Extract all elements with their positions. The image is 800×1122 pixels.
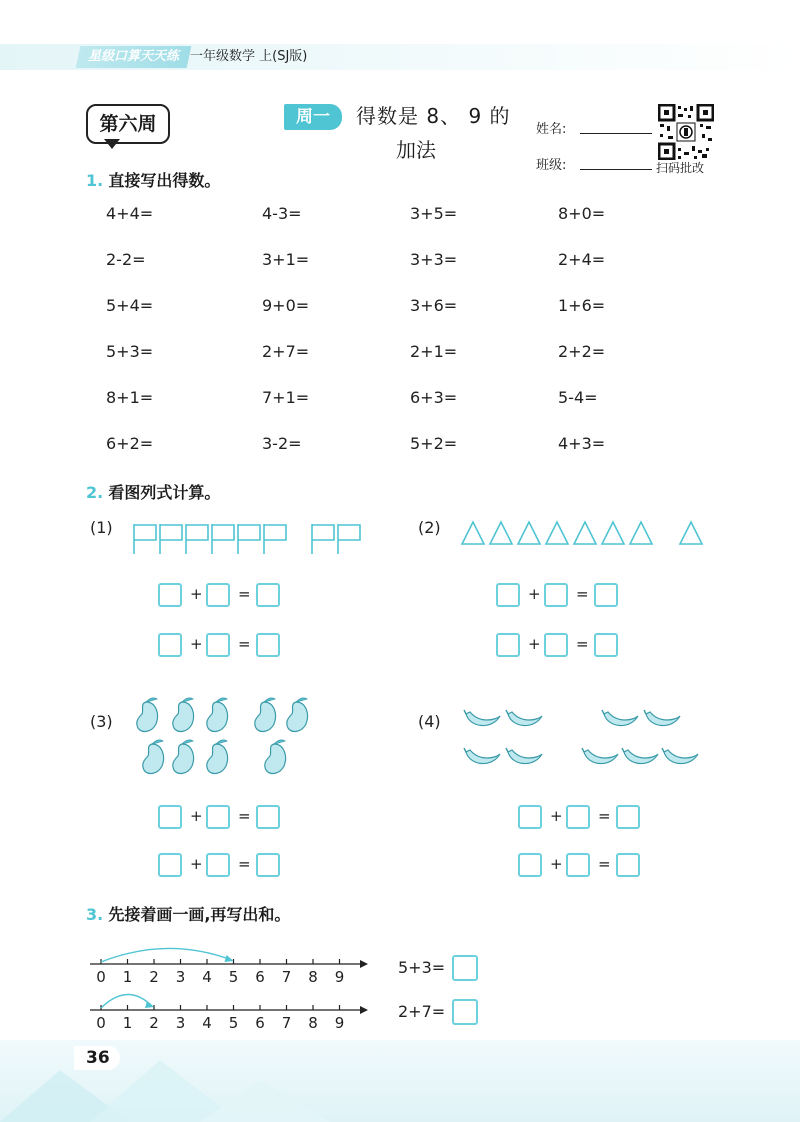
triangle-icon (680, 522, 702, 544)
triangle-icon (462, 522, 484, 544)
mango-icon (265, 740, 286, 773)
mango-icon (173, 740, 194, 773)
part1-line1-addend2-box[interactable] (206, 583, 230, 607)
flag-icon (264, 524, 286, 554)
equation-r6-c3: 5+2= (410, 434, 458, 453)
mango-icon (207, 698, 228, 731)
banana-icon (464, 710, 500, 726)
plus-sign: + (550, 807, 563, 825)
equation-r5-c1: 8+1= (106, 388, 154, 407)
tick-label: 2 (149, 968, 159, 986)
part2-line1-addend2-box[interactable] (544, 583, 568, 607)
section2-heading (86, 480, 220, 503)
part3-line1-addend1-box[interactable] (158, 805, 182, 829)
equation-r2-c3: 3+3= (410, 250, 458, 269)
tick-label: 3 (175, 1014, 186, 1032)
tick-label: 1 (122, 968, 133, 986)
plus-sign: + (528, 585, 541, 603)
banana-icon (644, 710, 680, 726)
section3-number: 3. (86, 905, 104, 924)
equation-r1-c4: 8+0= (558, 204, 606, 223)
equation-r3-c3: 3+6= (410, 296, 458, 315)
part2-line1-sum-box[interactable] (594, 583, 618, 607)
part2-label: (2) (418, 518, 441, 537)
equals-sign: = (598, 807, 611, 825)
section2-title: 看图列式计算。 (108, 483, 221, 502)
section1-heading (86, 168, 220, 191)
part1-line2-addend1-box[interactable] (158, 633, 182, 657)
tick-label: 5 (228, 968, 239, 986)
equation-r6-c2: 3-2= (262, 434, 302, 453)
equals-sign: = (576, 585, 589, 603)
flag-icon (186, 524, 208, 554)
part4-line2-addend2-box[interactable] (566, 853, 590, 877)
tick-label: 2 (149, 1014, 159, 1032)
mango-icon (255, 698, 276, 731)
equation-r3-c4: 1+6= (558, 296, 606, 315)
equation-r4-c3: 2+1= (410, 342, 458, 361)
equals-sign: = (238, 585, 251, 603)
equals-sign: = (598, 855, 611, 873)
mango-icon (173, 698, 194, 731)
number-lines (88, 930, 378, 1040)
tick-label: 4 (202, 1014, 212, 1032)
part4-line2-sum-box[interactable] (616, 853, 640, 877)
banana-icon (622, 748, 658, 764)
bananas-picture (462, 706, 702, 778)
tick-label: 7 (281, 1014, 292, 1032)
plus-sign: + (190, 807, 203, 825)
part4-line1-addend1-box[interactable] (518, 805, 542, 829)
equation-r3-c1: 5+4= (106, 296, 154, 315)
part1-line2-sum-box[interactable] (256, 633, 280, 657)
section3-title: 先接着画一画,再写出和。 (108, 905, 291, 924)
equals-sign: = (238, 635, 251, 653)
flag-icon (212, 524, 234, 554)
part3-line2-addend2-box[interactable] (206, 853, 230, 877)
part2-line1-addend1-box[interactable] (496, 583, 520, 607)
section3-heading (86, 902, 290, 925)
page-title-line1: 得数是 8、 9 的 (356, 104, 511, 128)
triangle-icon (574, 522, 596, 544)
series-tag: 星级口算天天练 (76, 46, 192, 68)
equation-r2-c4: 2+4= (558, 250, 606, 269)
equation-r4-c4: 2+2= (558, 342, 606, 361)
equation-r5-c2: 7+1= (262, 388, 310, 407)
banana-icon (662, 748, 698, 764)
equation-r2-c1: 2-2= (106, 250, 146, 269)
flag-icon (160, 524, 182, 554)
name-field[interactable] (580, 133, 652, 134)
qr-code-icon[interactable] (658, 104, 714, 160)
part1-line1-addend1-box[interactable] (158, 583, 182, 607)
flag-icon (312, 524, 334, 554)
tick-label: 0 (96, 1014, 106, 1032)
week-badge-tail (104, 139, 120, 149)
equals-sign: = (238, 855, 251, 873)
flag-icon (134, 524, 156, 554)
equation-r3-c2: 9+0= (262, 296, 310, 315)
tick-label: 7 (281, 968, 292, 986)
tick-label: 5 (228, 1014, 239, 1032)
plus-sign: + (190, 635, 203, 653)
part1-label: (1) (90, 518, 113, 537)
numberline-equation-1: 5+3= (398, 958, 446, 977)
part4-label: (4) (418, 712, 441, 731)
numberline-equation-2: 2+7= (398, 1002, 446, 1021)
part3-line2-sum-box[interactable] (256, 853, 280, 877)
flags-picture (130, 520, 370, 556)
equation-r6-c1: 6+2= (106, 434, 154, 453)
equals-sign: = (576, 635, 589, 653)
page-number: 36 (74, 1046, 120, 1070)
grade-label: 一年级数学 上(SJ版) (190, 49, 308, 64)
part2-line2-addend1-box[interactable] (496, 633, 520, 657)
tick-label: 6 (255, 1014, 265, 1032)
banana-icon (582, 748, 618, 764)
plus-sign: + (528, 635, 541, 653)
tick-label: 0 (96, 968, 106, 986)
part3-line2-addend1-box[interactable] (158, 853, 182, 877)
triangles-picture (460, 518, 710, 548)
part1-line1-sum-box[interactable] (256, 583, 280, 607)
jump-arc (101, 994, 152, 1008)
part1-line2-addend2-box[interactable] (206, 633, 230, 657)
triangle-icon (630, 522, 652, 544)
triangle-icon (546, 522, 568, 544)
numberline-answer-box-2[interactable] (452, 999, 478, 1025)
equation-r2-c2: 3+1= (262, 250, 310, 269)
jump-arc (101, 948, 232, 962)
equation-r4-c1: 5+3= (106, 342, 154, 361)
equation-r1-c1: 4+4= (106, 204, 154, 223)
equation-r1-c2: 4-3= (262, 204, 302, 223)
section2-number: 2. (86, 483, 104, 502)
mango-icon (207, 740, 228, 773)
qr-caption: 扫码批改 (656, 161, 705, 175)
class-field[interactable] (580, 169, 652, 170)
mango-icon (137, 698, 158, 731)
class-label: 班级: (536, 158, 567, 173)
flag-icon (238, 524, 260, 554)
triangle-icon (602, 522, 624, 544)
banana-icon (602, 710, 638, 726)
triangle-icon (490, 522, 512, 544)
day-tag: 周一 (284, 104, 342, 130)
part4-line1-sum-box[interactable] (616, 805, 640, 829)
name-label: 姓名: (536, 122, 567, 137)
triangle-icon (518, 522, 540, 544)
tick-label: 8 (308, 1014, 318, 1032)
equation-r5-c3: 6+3= (410, 388, 458, 407)
part3-line1-addend2-box[interactable] (206, 805, 230, 829)
equation-r6-c4: 4+3= (558, 434, 606, 453)
number-line (90, 948, 368, 986)
equals-sign: = (238, 807, 251, 825)
number-line (90, 994, 368, 1032)
banana-icon (506, 748, 542, 764)
tick-label: 8 (308, 968, 318, 986)
flag-icon (338, 524, 360, 554)
week-badge: 第六周 (86, 104, 170, 144)
plus-sign: + (190, 585, 203, 603)
equation-r1-c3: 3+5= (410, 204, 458, 223)
part3-line1-sum-box[interactable] (256, 805, 280, 829)
part4-line2-addend1-box[interactable] (518, 853, 542, 877)
tick-label: 3 (175, 968, 186, 986)
mango-icon (143, 740, 164, 773)
equation-r5-c4: 5-4= (558, 388, 598, 407)
part2-line2-addend2-box[interactable] (544, 633, 568, 657)
mangoes-picture (130, 694, 330, 780)
page-title-line2: 加法 (396, 138, 436, 162)
mango-icon (287, 698, 308, 731)
plus-sign: + (550, 855, 563, 873)
numberline-answer-box-1[interactable] (452, 955, 478, 981)
tick-label: 4 (202, 968, 212, 986)
equation-r4-c2: 2+7= (262, 342, 310, 361)
banana-icon (506, 710, 542, 726)
footer-decoration (0, 1040, 800, 1122)
section1-number: 1. (86, 171, 104, 190)
part3-label: (3) (90, 712, 113, 731)
part2-line2-sum-box[interactable] (594, 633, 618, 657)
part4-line1-addend2-box[interactable] (566, 805, 590, 829)
tick-label: 9 (334, 1014, 345, 1032)
banana-icon (464, 748, 500, 764)
plus-sign: + (190, 855, 203, 873)
tick-label: 6 (255, 968, 265, 986)
tick-label: 1 (122, 1014, 133, 1032)
section1-title: 直接写出得数。 (108, 171, 221, 190)
tick-label: 9 (334, 968, 345, 986)
